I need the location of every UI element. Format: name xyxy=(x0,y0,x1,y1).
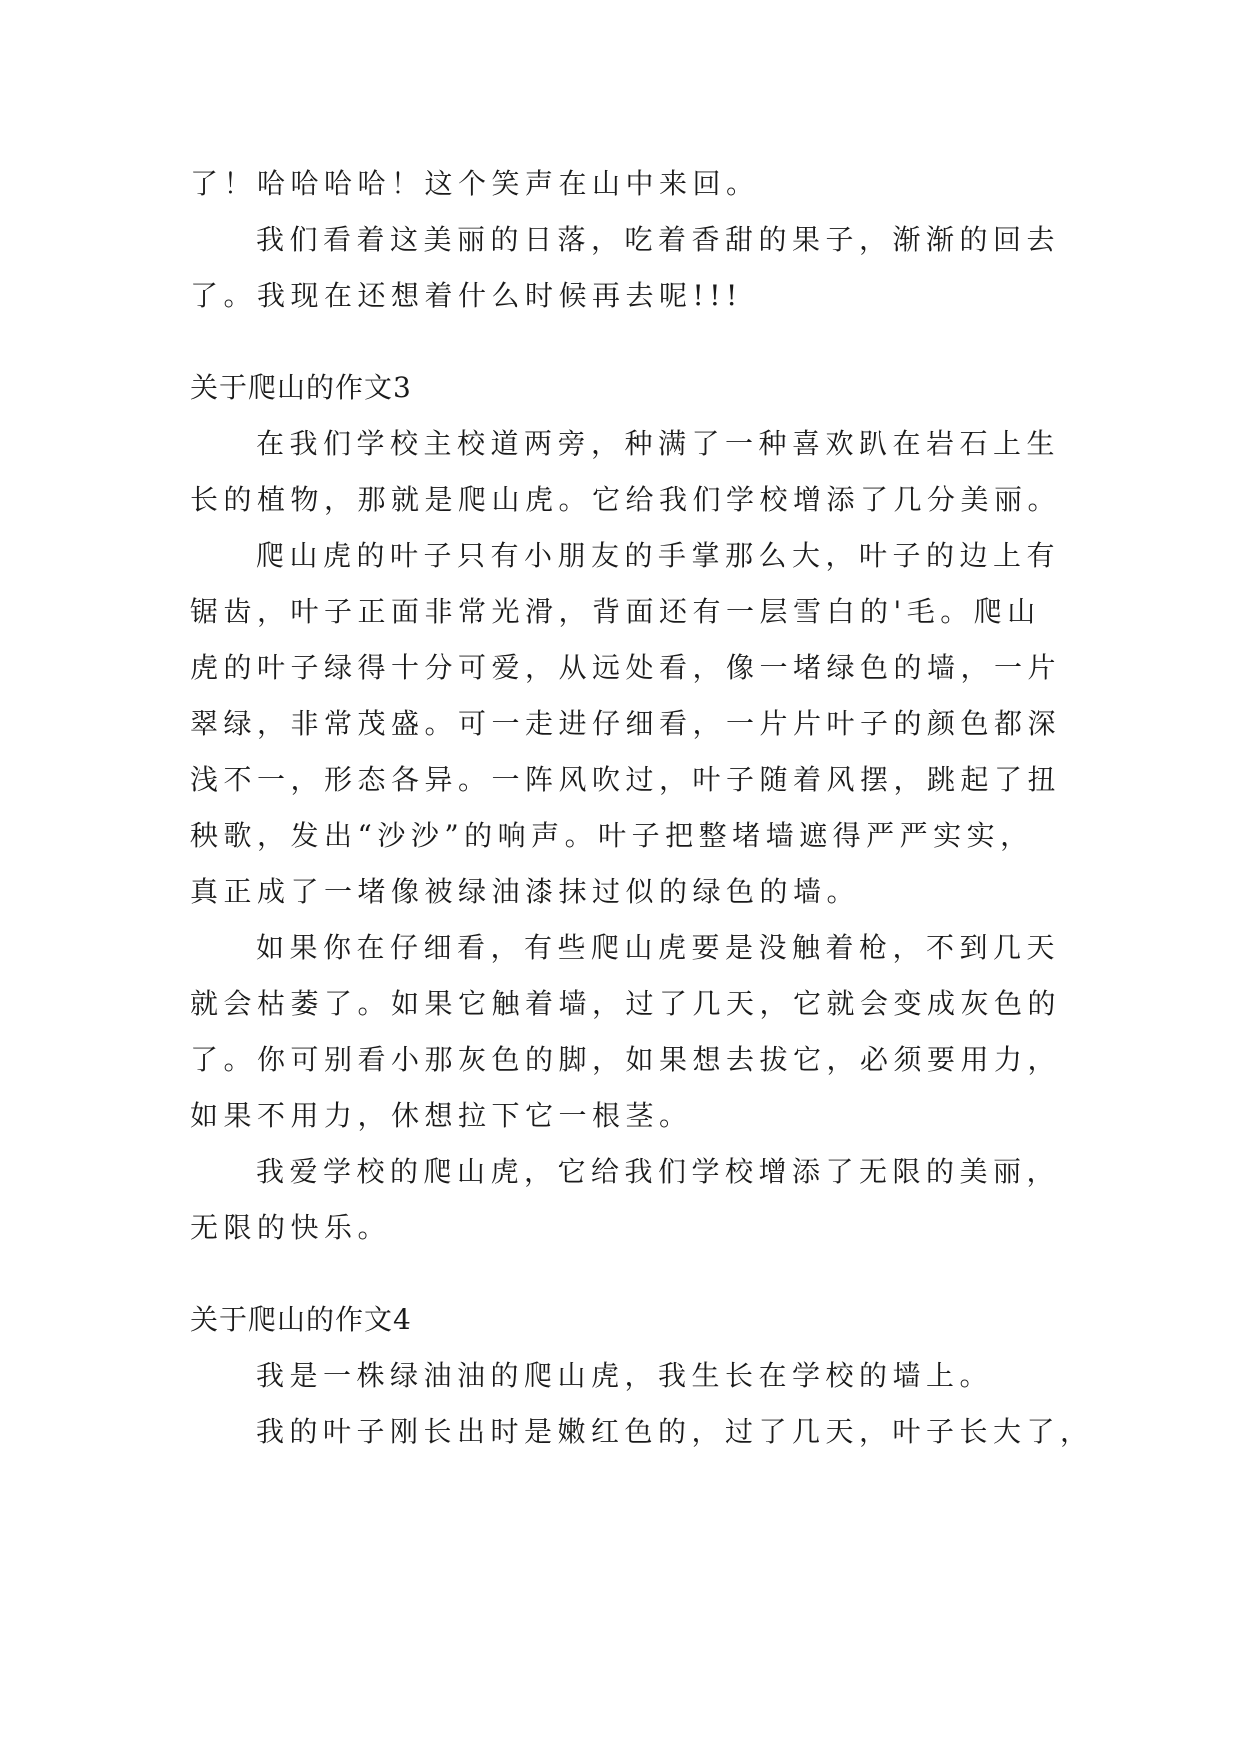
paragraph-start-line: 我们看着这美丽的日落，吃着香甜的果子，渐渐的回去 xyxy=(256,223,1061,256)
essay-3-heading: 关于爬山的作文3 xyxy=(190,371,412,404)
text-line: 虎的叶子绿得十分可爱，从远处看，像一堵绿色的墙，一片 xyxy=(190,651,1062,684)
text-line: 就会枯萎了。如果它触着墙，过了几天，它就会变成灰色的 xyxy=(190,987,1062,1020)
essay-4-heading: 关于爬山的作文4 xyxy=(190,1303,412,1336)
paragraph-start-line: 在我们学校主校道两旁，种满了一种喜欢趴在岩石上生 xyxy=(256,427,1061,460)
text-line: 真正成了一堵像被绿油漆抹过似的绿色的墙。 xyxy=(190,875,861,908)
paragraph-start-line: 我爱学校的爬山虎，它给我们学校增添了无限的美丽， xyxy=(256,1155,1061,1188)
paragraph-start-line: 我是一株绿油油的爬山虎，我生长在学校的墙上。 xyxy=(256,1359,994,1392)
text-line: 了。我现在还想着什么时候再去呢!!! xyxy=(190,279,743,312)
text-line: 如果不用力，休想拉下它一根茎。 xyxy=(190,1099,693,1132)
text-line: 秧歌，发出“沙沙”的响声。叶子把整堵墙遮得严严实实， xyxy=(190,819,1034,852)
text-line: 浅不一，形态各异。一阵风吹过，叶子随着风摆，跳起了扭 xyxy=(190,763,1062,796)
text-line: 了！哈哈哈哈！这个笑声在山中来回。 xyxy=(190,167,760,200)
text-line: 锯齿，叶子正面非常光滑，背面还有一层雪白的'毛。爬山 xyxy=(190,595,1041,628)
text-line: 翠绿，非常茂盛。可一走进仔细看，一片片叶子的颜色都深 xyxy=(190,707,1062,740)
paragraph-start-line: 爬山虎的叶子只有小朋友的手掌那么大，叶子的边上有 xyxy=(256,539,1061,572)
paragraph-start-line: 我的叶子刚长出时是嫩红色的，过了几天，叶子长大了， xyxy=(256,1415,1094,1448)
text-line: 了。你可别看小那灰色的脚，如果想去拔它，必须要用力， xyxy=(190,1043,1062,1076)
section-spacer xyxy=(190,1256,1062,1292)
document-body xyxy=(190,156,1094,1460)
text-line: 长的植物，那就是爬山虎。它给我们学校增添了几分美丽。 xyxy=(190,483,1062,516)
section-spacer xyxy=(190,324,1062,360)
paragraph-start-line: 如果你在仔细看，有些爬山虎要是没触着枪，不到几天 xyxy=(256,931,1061,964)
text-line: 无限的快乐。 xyxy=(190,1211,392,1244)
